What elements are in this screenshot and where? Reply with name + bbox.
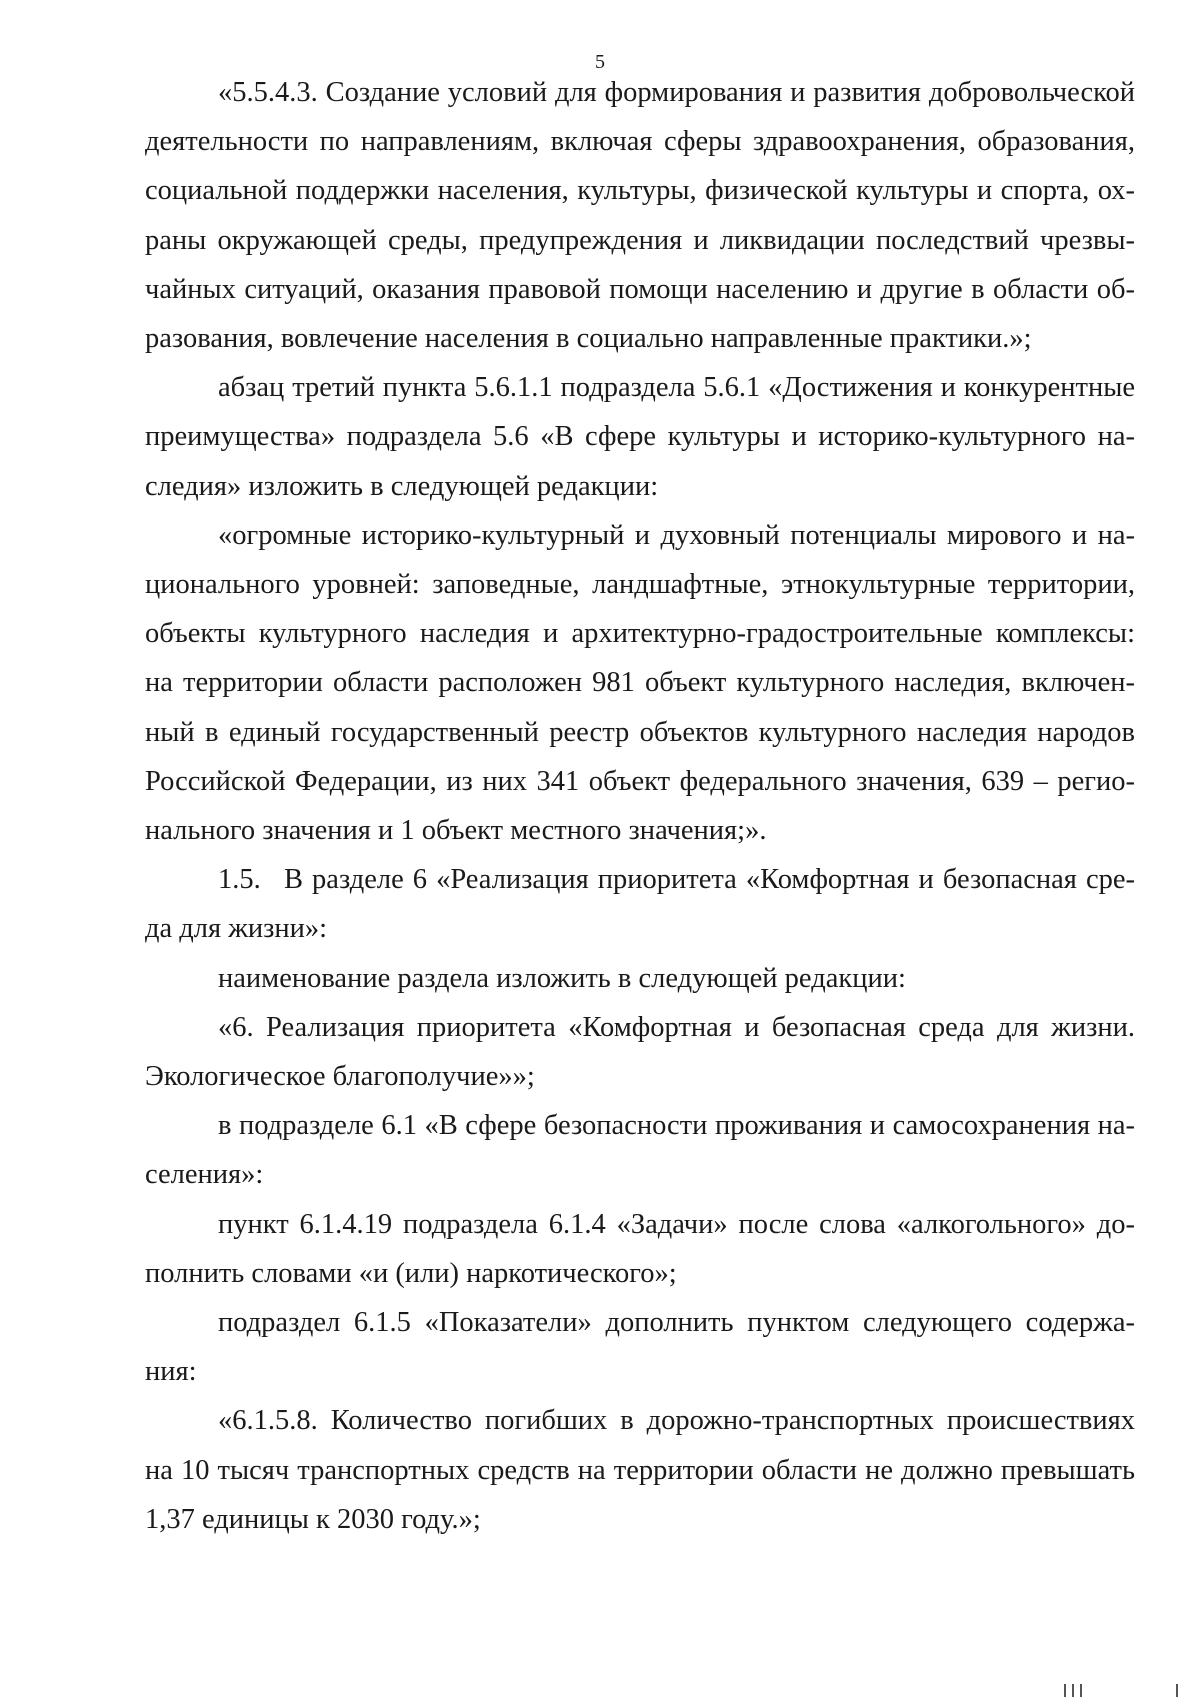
paragraph-section-6-title: «6. Реализация приоритета «Комфортная и безопасная среда для жизни. Экологическое благополучие»»;: [145, 1011, 1135, 1093]
paragraph-heritage-text: «огромные историко-культурный и духовный потенциалы мирового и национального уровней: заповедные, ландшафтные, этнокультурные территории, объекты культурного наследия и архитектурно-градостроительные комплексы: на территории области расположен 981 объект культурного наследия, включенный в единый государственный реестр объектов культурного наследия народов Российской Федерации, из них 341 объект федерального значения, 639 – регионального значения и 1 объект местного значения;».: [145, 519, 1135, 847]
paragraph-subsection-6-1-5: подраздел 6.1.5 «Показатели» дополнить пунктом следующего содержания:: [145, 1307, 1135, 1388]
paragraph-section-name: наименование раздела изложить в следующей редакции:: [218, 962, 906, 994]
page-number: 5: [595, 51, 605, 73]
paragraph-point-6-1-4-19: пункт 6.1.4.19 подраздела 6.1.4 «Задачи» после слова «алкогольного» дополнить словами «и (или) наркотического»;: [145, 1208, 1135, 1289]
paragraph-amendment-5-6-1-1: абзац третий пункта 5.6.1.1 подраздела 5.6.1 «Достижения и конкурентные преимущества» подраздела 5.6 «В сфере культуры и историко-культурного наследия» изложить в следующей редакции:: [145, 372, 1135, 502]
paragraph-subsection-6-1: в подразделе 6.1 «В сфере безопасности проживания и самосохранения населения»:: [145, 1110, 1135, 1191]
item-number: 1.5.: [218, 864, 261, 896]
document-body: [145, 68, 1135, 1544]
item-text: В разделе 6 «Реализация приоритета «Комфортная и безопасная среда для жизни»:: [145, 864, 1135, 945]
scan-mark: [1080, 1684, 1082, 1697]
paragraph-item-1-5: [145, 855, 1135, 953]
paragraph-5-5-4-3: «5.5.4.3. Создание условий для формирования и развития добровольческой деятельности по направлениям, включая сферы здравоохранения, образования, социальной поддержки населения, культуры, физической культуры и спорта, охраны окружающей среды, предупреждения и ликвидации последствий чрезвычайных ситуаций, оказания правовой помощи населению и другие в области образования, вовлечение населения в социально направленные практики.»;: [145, 77, 1135, 355]
scan-mark: [1072, 1684, 1074, 1697]
paragraph-6-1-5-8: «6.1.5.8. Количество погибших в дорожно-транспортных происшествиях на 10 тысяч транспортных средств на территории области не должно превышать 1,37 единицы к 2030 году.»;: [145, 1405, 1135, 1535]
scan-mark: [1176, 1684, 1178, 1697]
scan-mark: [1064, 1684, 1066, 1697]
